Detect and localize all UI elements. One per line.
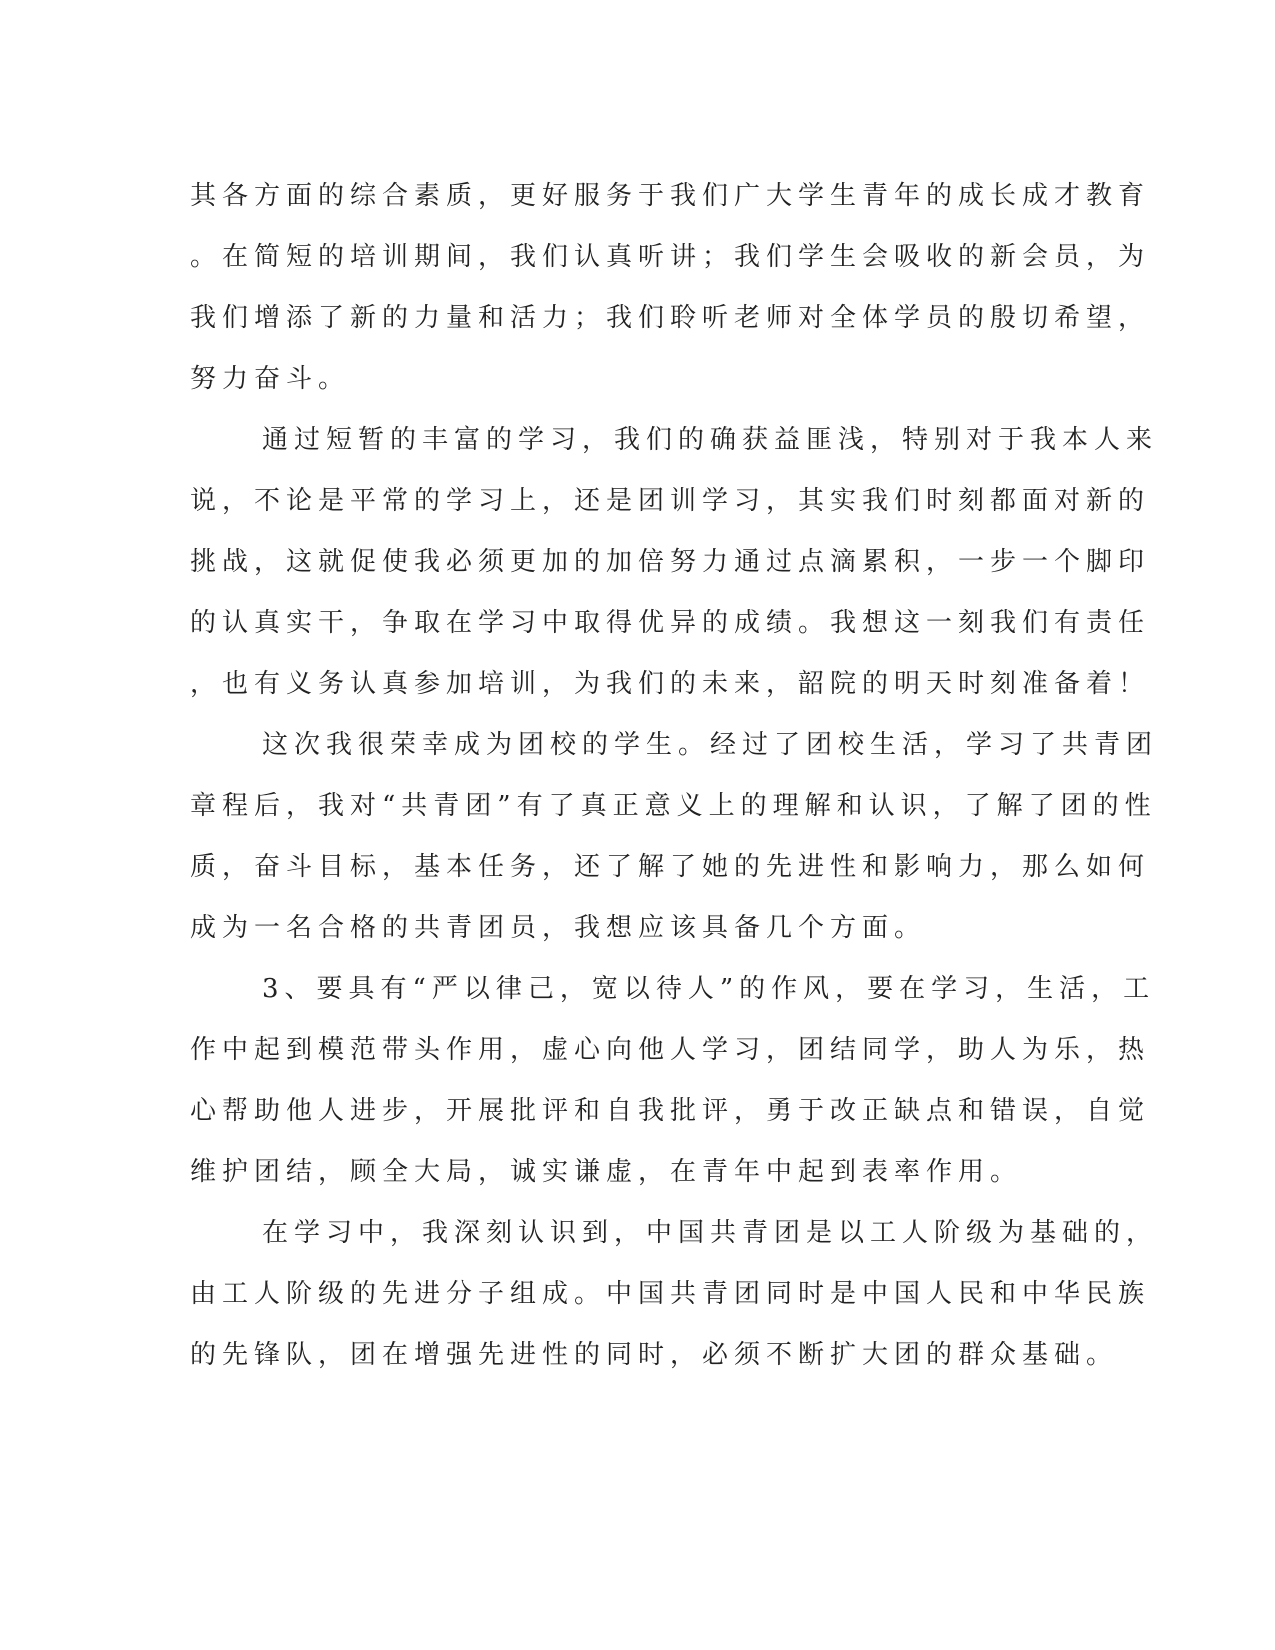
paragraph-first-line: 这次我很荣幸成为团校的学生。经过了团校生活，学习了共青团: [262, 730, 1159, 760]
paragraph-first-line: 在学习中，我深刻认识到，中国共青团是以工人阶级为基础的，: [262, 1218, 1159, 1248]
text-line: 质，奋斗目标，基本任务，还了解了她的先进性和影响力，那么如何: [190, 852, 1151, 882]
text-line: 成为一名合格的共青团员，我想应该具备几个方面。: [190, 913, 927, 943]
text-line: 作中起到模范带头作用，虚心向他人学习，团结同学，助人为乐，热: [190, 1035, 1151, 1065]
text-line: 我们增添了新的力量和活力；我们聆听老师对全体学员的殷切希望，: [190, 303, 1151, 333]
paragraph-first-line: 3、要具有“严以律己，宽以待人”的作风，要在学习，生活，工: [262, 974, 1156, 1004]
text-line: 说，不论是平常的学习上，还是团训学习，其实我们时刻都面对新的: [190, 486, 1151, 516]
text-line: 其各方面的综合素质，更好服务于我们广大学生青年的成长成才教育: [190, 181, 1151, 211]
text-line: 由工人阶级的先进分子组成。中国共青团同时是中国人民和中华民族: [190, 1279, 1151, 1309]
text-line: 章程后，我对“共青团”有了真正意义上的理解和认识，了解了团的性: [190, 791, 1157, 821]
text-line: ，也有义务认真参加培训，为我们的未来，韶院的明天时刻准备着！: [190, 669, 1151, 699]
text-line: 挑战，这就促使我必须更加的加倍努力通过点滴累积，一步一个脚印: [190, 547, 1151, 577]
text-line: 的先锋队，团在增强先进性的同时，必须不断扩大团的群众基础。: [190, 1340, 1119, 1370]
text-line: 。在简短的培训期间，我们认真听讲；我们学生会吸收的新会员，为: [190, 242, 1151, 272]
document-body: [190, 166, 1159, 1386]
paragraph-first-line: 通过短暂的丰富的学习，我们的确获益匪浅，特别对于我本人来: [262, 425, 1159, 455]
text-line: 的认真实干，争取在学习中取得优异的成绩。我想这一刻我们有责任: [190, 608, 1151, 638]
text-line: 维护团结，顾全大局，诚实谦虚，在青年中起到表率作用。: [190, 1157, 1023, 1187]
text-line: 努力奋斗。: [190, 364, 351, 394]
text-line: 心帮助他人进步，开展批评和自我批评，勇于改正缺点和错误，自觉: [190, 1096, 1151, 1126]
